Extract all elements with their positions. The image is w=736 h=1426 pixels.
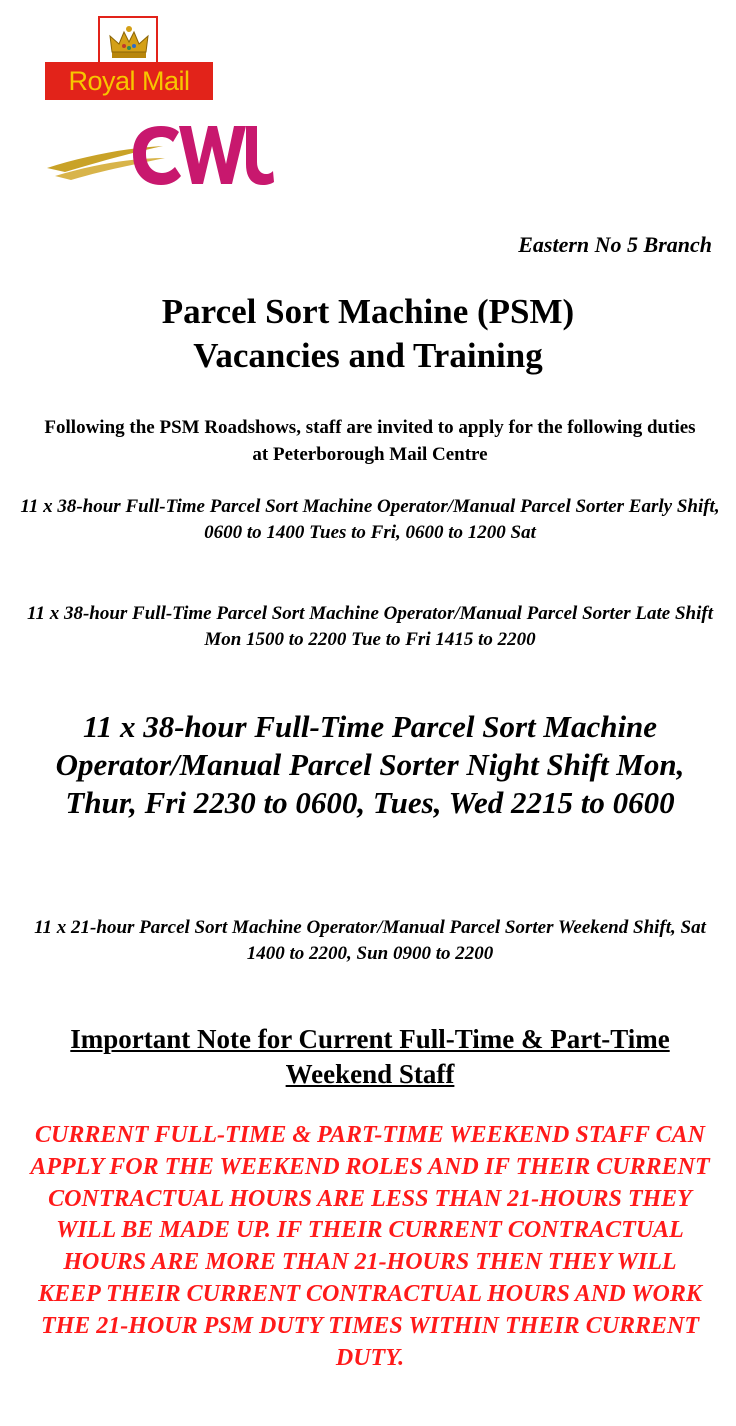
royal-mail-logo [45,16,213,100]
crown-frame [98,16,158,66]
duty-night-shift: 11 x 38-hour Full-Time Parcel Sort Machine Operator/Manual Parcel Sorter Night Shift Mon, Thur, Fri 2230 to 0600, Tues, Wed 2215 to 0600 [55,709,685,820]
cwu-logo [45,118,275,190]
page-title [0,290,736,378]
duty-late-shift: 11 x 38-hour Full-Time Parcel Sort Machine Operator/Manual Parcel Sorter Late Shift Mon 1500 to 2200 Tue to Fri 1415 to 2200 [27,603,713,650]
crown-icon [104,24,154,62]
duty-early-shift: 11 x 38-hour Full-Time Parcel Sort Machine Operator/Manual Parcel Sorter Early Shift, 0600 to 1400 Tues to Fri, 0600 to 1200 Sat [20,496,720,543]
note-heading: Important Note for Current Full-Time & Part-Time Weekend Staff [70,1024,670,1089]
title-line-1: Parcel Sort Machine (PSM) [161,292,575,331]
intro-text: Following the PSM Roadshows, staff are invited to apply for the following duties at Peterborough Mail Centre [44,417,696,465]
royal-mail-wordmark: Royal Mail [68,65,190,96]
duty-weekend-shift: 11 x 21-hour Parcel Sort Machine Operator/Manual Parcel Sorter Weekend Shift, Sat 1400 to 2200, Sun 0900 to 2200 [34,917,706,964]
branch-name: Eastern No 5 Branch [518,232,712,257]
cwu-wordmark: CWU [45,118,48,119]
note-body: CURRENT FULL-TIME & PART-TIME WEEKEND STAFF CAN APPLY FOR THE WEEKEND ROLES AND IF THEIR CURRENT CONTRACTUAL HOURS ARE LESS THAN 21-HOURS THEY WILL BE MADE UP. IF THEIR CURRENT CONTRACTUAL HOURS ARE MORE THAN 21-HOURS THEN THEY WILL KEEP THEIR CURRENT CONTRACTUAL HOURS AND WORK THE 21-HOUR PSM DUTY TIMES WITHIN THEIR CURRENT DUTY. [30,1122,710,1371]
royal-mail-banner [45,62,213,100]
title-line-2: Vacancies and Training [193,336,543,375]
